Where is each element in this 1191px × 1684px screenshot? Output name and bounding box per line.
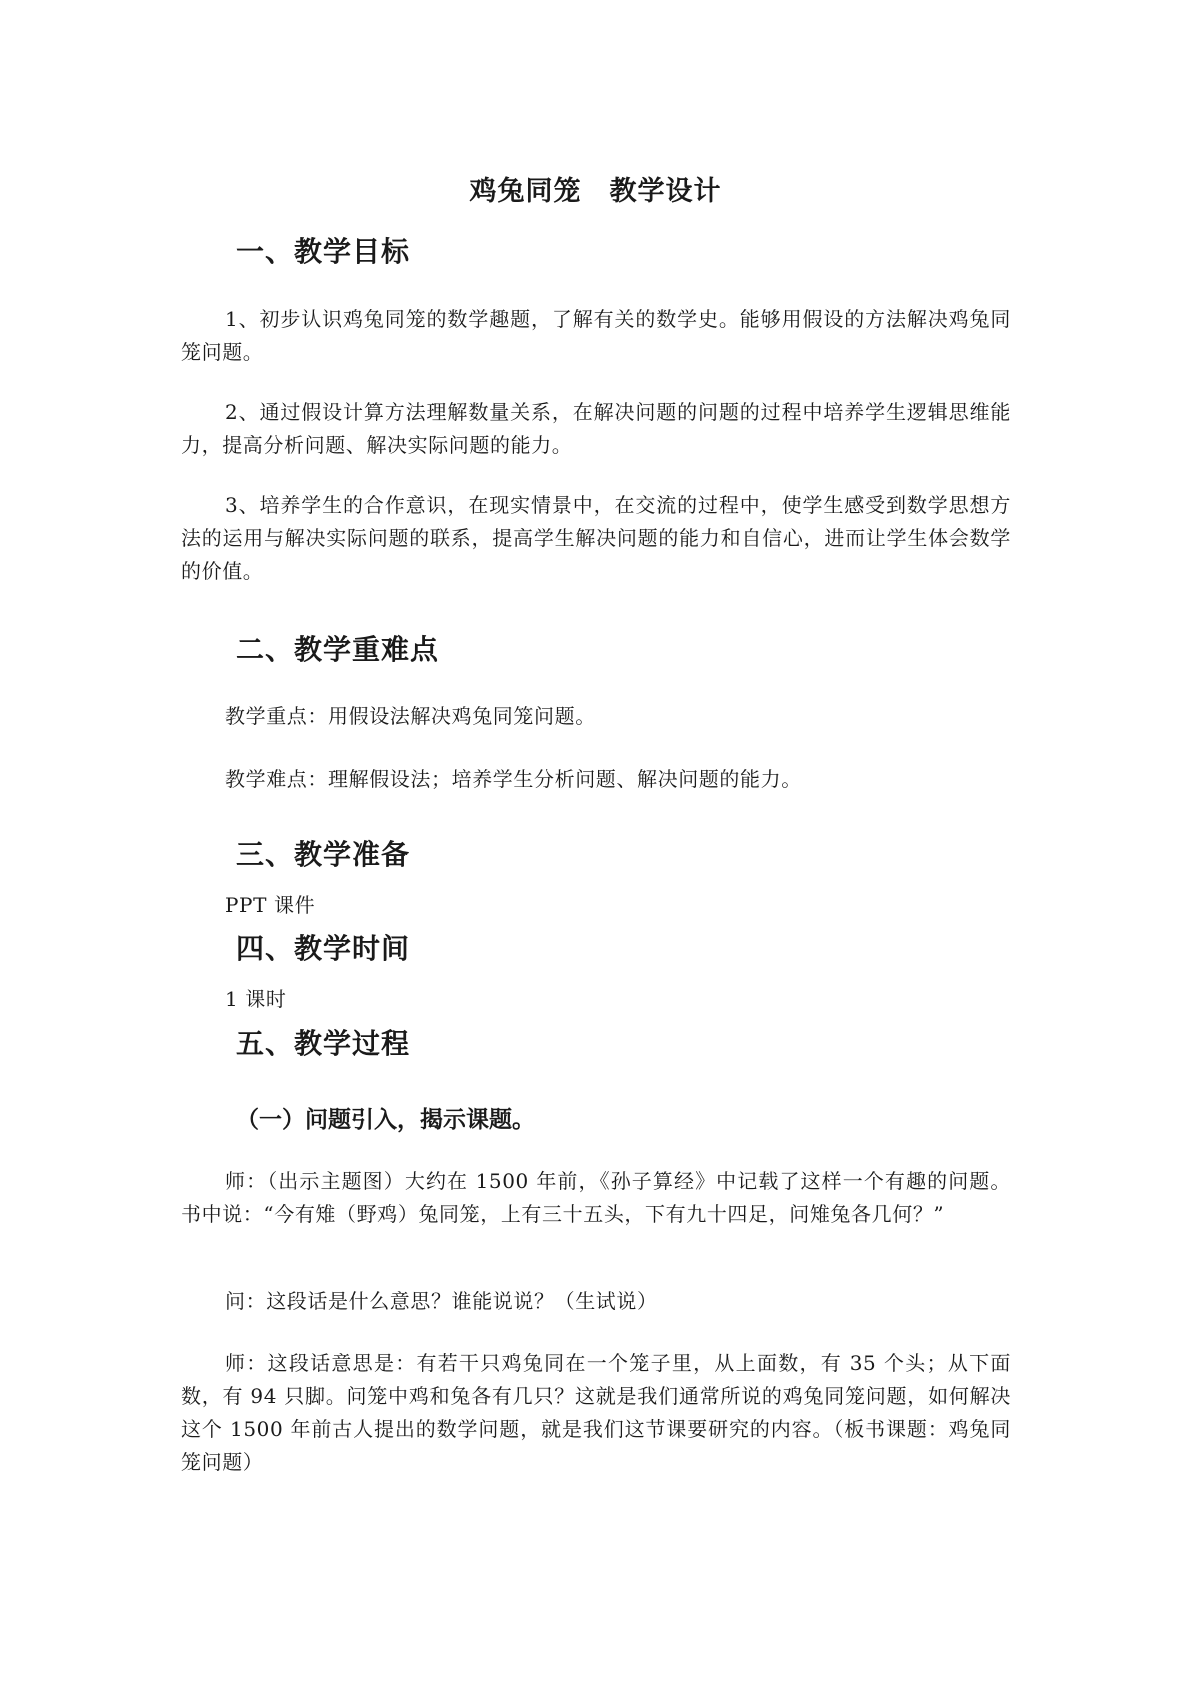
subheading-introduction: （一）问题引入，揭示课题。 — [236, 1107, 535, 1133]
process-paragraph-2: 问：这段话是什么意思？谁能说说？（生试说） — [225, 1289, 658, 1313]
process-paragraph-3: 师：这段话意思是：有若干只鸡兔同在一个笼子里，从上面数，有 35 个头；从下面数，有 94 只脚。问笼中鸡和兔各有几只？这就是我们通常所说的鸡兔同笼问题，如何解决这个 1500 年前古人提出的数学问题，就是我们这节课要研究的内容。（板书课题：鸡兔同笼问题） — [181, 1351, 1011, 1474]
goal-item-2: 2、通过假设计算方法理解数量关系，在解决问题的问题的过程中培养学生逻辑思维能力，提高分析问题、解决实际问题的能力。 — [181, 400, 1011, 457]
preparation-content: PPT 课件 — [225, 893, 316, 917]
heading-preparation: 三、教学准备 — [236, 838, 411, 871]
goal-item-3: 3、培养学生的合作意识，在现实情景中，在交流的过程中，使学生感受到数学思想方法的运用与解决实际问题的联系，提高学生解决问题的能力和自信心，进而让学生体会数学的价值。 — [181, 493, 1011, 583]
heading-key-points: 二、教学重难点 — [236, 633, 440, 666]
heading-teaching-goals: 一、教学目标 — [236, 235, 411, 268]
teaching-time-content: 1 课时 — [225, 987, 287, 1011]
heading-teaching-time: 四、教学时间 — [236, 932, 411, 965]
process-paragraph-1: 师：（出示主题图）大约在 1500 年前，《孙子算经》中记载了这样一个有趣的问题。书中说：“今有雉（野鸡）兔同笼，上有三十五头，下有九十四足，问雉兔各几何？” — [181, 1169, 1011, 1226]
goal-item-1: 1、初步认识鸡兔同笼的数学趣题，了解有关的数学史。能够用假设的方法解决鸡兔同笼问题。 — [181, 307, 1011, 364]
document-title: 鸡兔同笼 教学设计 — [469, 176, 722, 207]
heading-teaching-process: 五、教学过程 — [236, 1027, 411, 1060]
teaching-difficulty: 教学难点：理解假设法；培养学生分析问题、解决问题的能力。 — [225, 767, 802, 791]
teaching-focus: 教学重点：用假设法解决鸡兔同笼问题。 — [225, 704, 596, 728]
